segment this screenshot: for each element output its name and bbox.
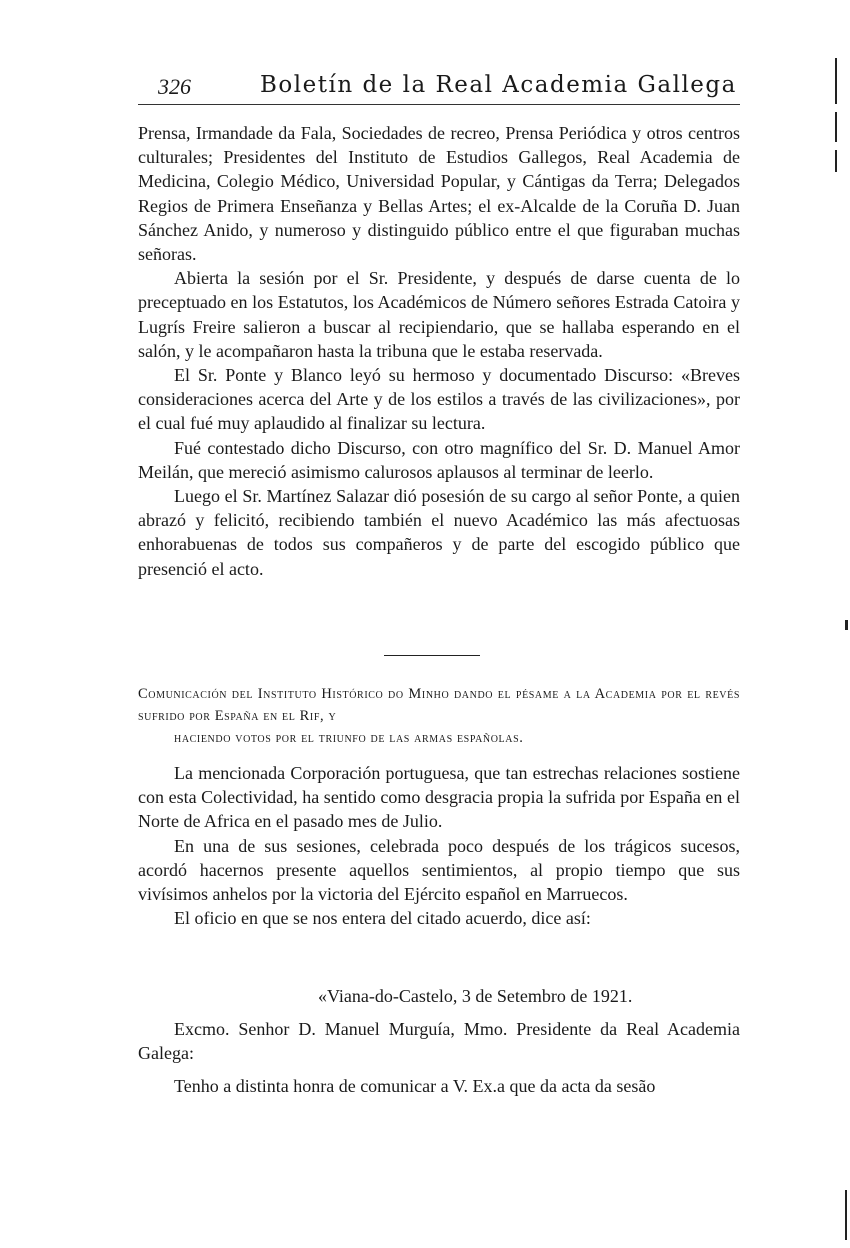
margin-scan-mark [835, 58, 837, 104]
paragraph-attendees: Prensa, Irmandade da Fala, Sociedades de recreo, Prensa Periódica y otros centros culturales; Presidentes del Instituto de Estudios Gallegos, Real Academia de Medicina, Colegio Médico, Universidad Popular, y Cántigas da Terra; Delegados Regios de Primera Enseñanza y Bellas Artes; el ex-Alcalde de la Coruña D. Juan Sánchez Anido, y numeroso y distinguido público entre el que figuraban muchas señoras. [138, 123, 740, 265]
paragraph-portuguese-corporation: La mencionada Corporación portuguesa, que tan estrechas relaciones sostiene con esta Colectividad, ha sentido como desgracia propia la sufrida por España en el Norte de Africa en el pasado mes de Julio. [138, 763, 740, 832]
letter-salutation-block [138, 1017, 740, 1065]
section-divider [384, 655, 480, 656]
running-title: Boletín de la Real Academia Gallega [260, 72, 737, 98]
section-heading-last-line: haciendo votos por el triunfo de las armas españolas. [174, 730, 524, 746]
section-heading-lines: Comunicación del Instituto Histórico do Minho dando el pésame a la Academia por el revés sufrido por España en el Rif, y [138, 686, 740, 724]
page-number: 326 [158, 74, 191, 99]
paragraph-possession: Luego el Sr. Martínez Salazar dió posesión de su cargo al señor Ponte, a quien abrazó y felicitó, recibiendo también el nuevo Académico las más afectuosas enhorabuenas de todos sus compañeros y de parte del escogido público que presenció el acto. [138, 486, 740, 579]
paragraph-discourse: El Sr. Ponte y Blanco leyó su hermoso y documentado Discurso: «Breves consideraciones acerca del Arte y de los estilos a través de las civilizaciones», por el cual fué muy aplaudido al finalizar su lectura. [138, 365, 740, 434]
paragraph-official-letter: El oficio en que se nos entera del citado acuerdo, dice así: [174, 908, 591, 929]
paragraph-sessions: En una de sus sesiones, celebrada poco después de los trágicos sucesos, acordó hacernos presente aquellos sentimientos, al propio tiempo que sus vivísimos anhelos por la victoria del Ejército español en Marruecos. [138, 835, 740, 905]
letter-opening-block [138, 1074, 740, 1098]
letter-salutation: Excmo. Senhor D. Manuel Murguía, Mmo. Presidente da Real Academia Galega: [138, 1019, 740, 1064]
letter-dateline: «Viana-do-Castelo, 3 de Setembro de 1921. [318, 986, 633, 1006]
margin-scan-mark [835, 112, 837, 142]
section-heading [138, 683, 740, 749]
margin-scan-mark [845, 620, 848, 630]
body-text-bottom [138, 761, 740, 930]
letter-opening: Tenho a distinta honra de comunicar a V. Ex.a que da acta da sesão [174, 1076, 656, 1096]
paragraph-session-opening: Abierta la sesión por el Sr. Presidente, y después de darse cuenta de lo preceptuado en los Estatutos, los Académicos de Número señores Estrada Catoira y Lugrís Freire salieron a buscar al recipiendario, que se hallaba esperando en el salón, y le acompañaron hasta la tribuna que le estaba reservada. [138, 268, 740, 361]
page-header [138, 72, 740, 105]
margin-scan-mark [835, 150, 837, 172]
paragraph-reply: Fué contestado dicho Discurso, con otro magnífico del Sr. D. Manuel Amor Meilán, que mereció asimismo calurosos aplausos al terminar de leerlo. [138, 437, 740, 482]
body-text-top [138, 121, 740, 581]
margin-scan-mark [845, 1190, 847, 1240]
